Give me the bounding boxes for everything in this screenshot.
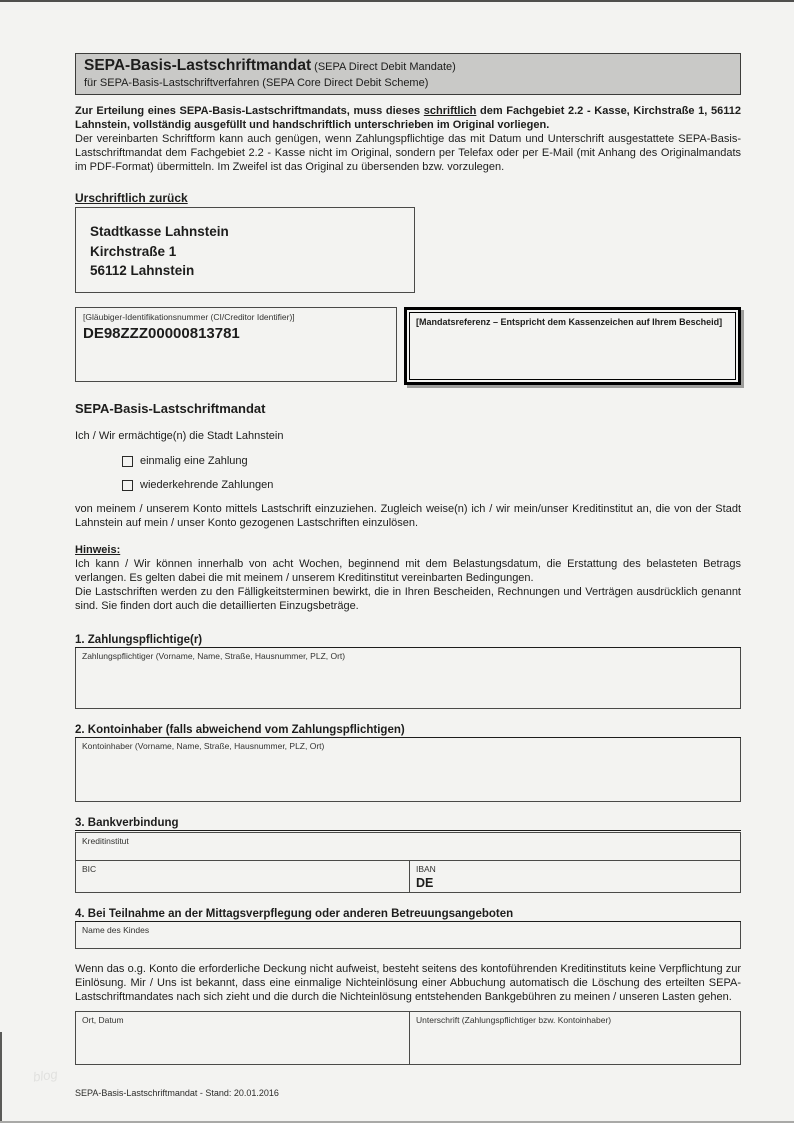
form-content — [75, 0, 741, 1098]
section-payer — [75, 634, 741, 709]
bank-row-bic-iban — [76, 861, 740, 892]
payer-field[interactable] — [75, 648, 741, 709]
account-holder-field-label: Kontoinhaber (Vorname, Name, Straße, Hausnummer, PLZ, Ort) — [82, 741, 325, 751]
mandate-reference-label: [Mandatsreferenz – Entspricht dem Kassenzeichen auf Ihrem Bescheid] — [416, 317, 723, 327]
child-name-field[interactable] — [75, 922, 741, 949]
checkbox-label: einmalig eine Zahlung — [140, 455, 248, 467]
signature-label: Unterschrift (Zahlungspflichtiger bzw. Kontoinhaber) — [415, 1015, 612, 1025]
intro-bold-before: Zur Erteilung eines SEPA-Basis-Lastschriftmandats, muss dieses — [75, 105, 424, 117]
notice-text: Die Lastschriften werden zu den Fälligkeitsterminen bewirkt, die in Ihren Bescheiden, Rechnungen und Verträgen ausdrücklich genannt sind. Sie finden dort auch die detaillierten Einzugsbeträge. — [75, 586, 741, 612]
iban-field[interactable] — [410, 861, 740, 892]
payment-option-single[interactable] — [122, 455, 741, 467]
notice-label: Hinweis: — [75, 544, 121, 556]
scan-edge-left — [0, 1032, 2, 1123]
intro-bold-after: dem Fachgebiet 2.2 - Kasse, Kirchstraße 1, 56112 Lahnstein, vollständig ausgefüllt und handschriftlich unterschrieben im Original vorliegen. — [75, 105, 741, 131]
mandate-reference-field[interactable] — [409, 312, 736, 380]
section-bank — [75, 817, 741, 893]
iban-label: IBAN — [415, 864, 436, 874]
kreditinstitut-field[interactable] — [76, 833, 740, 861]
payer-field-label: Zahlungspflichtiger (Vorname, Name, Straße, Hausnummer, PLZ, Ort) — [82, 651, 346, 661]
liability-text: Wenn das o.g. Konto die erforderliche Deckung nicht aufweist, besteht seitens des kontoführenden Kreditinstituts keine Verpflichtung zur Einlösung. Mir / Uns ist bekannt, dass eine einmalige Nichteinlösung einer Abbuchung automatisch die Löschung des erteilten SEPA-Lastschriftmandates nach sich zieht und die durch die Nichteinlösung entstehenden Bankgebühren zu meinen / unseren Lasten gehen. — [75, 963, 741, 1003]
identifier-row — [75, 307, 741, 385]
mandate-continuation: von meinem / unserem Konto mittels Lastschrift einzuziehen. Zugleich weise(n) ich / wir mein/unser Kreditinstitut an, die von der Stadt Lahnstein auf mein / unser Konto gezogenen Lastschriften einzulösen. — [75, 503, 741, 529]
section-heading-payer: 1. Zahlungspflichtige(r) — [75, 634, 741, 648]
section-meal — [75, 908, 741, 949]
checkbox-label: wiederkehrende Zahlungen — [140, 479, 274, 491]
address-line: 56112 Lahnstein — [90, 263, 195, 278]
mandate-heading: SEPA-Basis-Lastschriftmandat — [75, 401, 266, 416]
address-box — [75, 207, 415, 293]
return-note-label: Urschriftlich zurück — [75, 191, 188, 205]
mandate-reference-box[interactable] — [404, 307, 741, 385]
signature-table — [75, 1011, 741, 1065]
address-line: Stadtkasse Lahnstein — [90, 224, 229, 239]
notice-text: Ich kann / Wir können innerhalb von acht Wochen, beginnend mit dem Belastungsdatum, die Erstattung des belasteten Betrags verlangen. Es gelten dabei die mit meinem / unserem Kreditinstitut vereinbarten Bedingungen. — [75, 558, 741, 584]
section-heading-bank: 3. Bankverbindung — [75, 817, 741, 831]
place-date-field[interactable] — [76, 1012, 410, 1064]
intro-paragraph-bold — [75, 104, 741, 132]
section-account-holder — [75, 724, 741, 802]
address-line: Kirchstraße 1 — [90, 243, 177, 259]
creditor-id-value: DE98ZZZ00000813781 — [83, 325, 240, 342]
section-heading-account-holder: 2. Kontoinhaber (falls abweichend vom Zahlungspflichtigen) — [75, 724, 741, 738]
section-heading-meal: 4. Bei Teilnahme an der Mittagsverpflegung oder anderen Betreuungsangeboten — [75, 908, 741, 922]
form-subtitle: für SEPA-Basis-Lastschriftverfahren (SEPA Core Direct Debit Scheme) — [84, 77, 429, 89]
checkbox-recurring-payment[interactable] — [122, 480, 133, 491]
intro-section — [75, 104, 741, 174]
creditor-id-box — [75, 307, 397, 382]
watermark: blog — [32, 1066, 59, 1085]
form-title: SEPA-Basis-Lastschriftmandat — [84, 57, 312, 74]
signature-field[interactable] — [410, 1012, 740, 1064]
iban-prefix: DE — [415, 876, 434, 890]
form-header — [75, 53, 741, 95]
bank-table — [75, 832, 741, 893]
footer-note: SEPA-Basis-Lastschriftmandat - Stand: 20.01.2016 — [75, 1088, 279, 1098]
notice-section — [75, 543, 741, 613]
authorize-line: Ich / Wir ermächtige(n) die Stadt Lahnstein — [75, 430, 284, 442]
form-title-line — [84, 57, 732, 76]
intro-paragraph-normal: Der vereinbarten Schriftform kann auch genügen, wenn Zahlungspflichtige das mit Datum und Unterschrift ausgestattete SEPA-Basis-Lastschriftmandat dem Fachgebiet 2.2 - Kasse nicht im Original, sondern per Telefax oder per E-Mail (mit Anhang des Originalmandats im PDF-Format) übermitteln. Im Zweifel ist das Original zu übersenden bzw. vorzulegen. — [75, 133, 741, 173]
intro-bold-underlined: schriftlich — [423, 105, 477, 117]
checkbox-single-payment[interactable] — [122, 456, 133, 467]
kreditinstitut-label: Kreditinstitut — [82, 836, 129, 846]
child-name-label: Name des Kindes — [82, 925, 150, 935]
place-date-label: Ort, Datum — [82, 1015, 124, 1025]
account-holder-field[interactable] — [75, 738, 741, 802]
bic-label: BIC — [82, 864, 97, 874]
payment-option-recurring[interactable] — [122, 479, 741, 491]
creditor-id-label: [Gläubiger-Identifikationsnummer (CI/Creditor Identifier)] — [83, 312, 295, 322]
form-title-suffix: (SEPA Direct Debit Mandate) — [311, 61, 456, 73]
bic-field[interactable] — [76, 861, 410, 892]
